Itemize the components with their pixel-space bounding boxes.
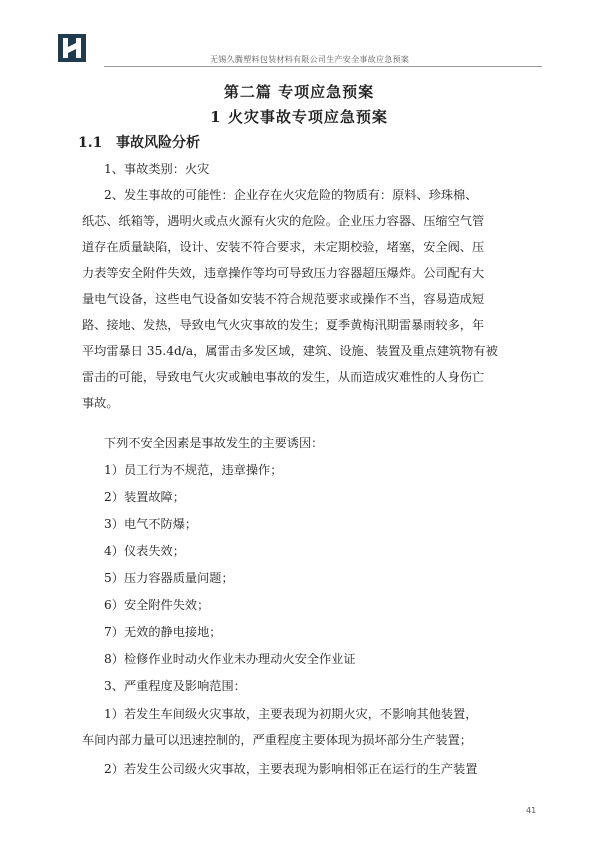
list-item: 5）压力容器质量问题； xyxy=(104,571,234,585)
text-line: 3、严重程度及影响范围： xyxy=(104,679,246,693)
list-item: 3）电气不防爆； xyxy=(104,517,198,531)
text-line: 平均雷暴日 35.4d/a，属雷击多发区域，建筑、设施、装置及重点建筑物有被 xyxy=(82,344,498,358)
company-logo xyxy=(58,34,86,62)
list-item: 2）装置故障； xyxy=(104,490,185,504)
section-number: 1.1 xyxy=(78,135,103,151)
list-item: 7）无效的静电接地； xyxy=(104,625,222,639)
header-rule xyxy=(104,66,542,67)
page-number: 41 xyxy=(526,806,537,815)
text-line: 力表等安全附件失效，违章操作等均可导致压力容器超压爆炸。公司配有大 xyxy=(82,266,485,280)
list-item: 6）安全附件失效； xyxy=(104,598,210,612)
text-line: 2、发生事故的可能性：企业存在火灾危险的物质有：原料、珍珠棉、 xyxy=(104,188,478,202)
text-line: 道存在质量缺陷，设计、安装不符合要求，未定期校验，堵塞，安全阀、压 xyxy=(82,240,485,254)
text-line: 车间内部力量可以迅速控制的，严重程度主要体现为损坏部分生产装置； xyxy=(82,733,472,747)
header-company-text: 无锡久腾塑料包装材料有限公司生产安全事故应急预案 xyxy=(210,55,410,64)
text-line: 纸芯、纸箱等，遇明火或点火源有火灾的危险。企业压力容器、压缩空气管 xyxy=(82,214,485,228)
text-line: 2）若发生公司级火灾事故，主要表现为影响相邻正在运行的生产装置 xyxy=(104,762,478,776)
part-title: 第二篇 专项应急预案 xyxy=(223,83,375,101)
list-item: 4）仪表失效； xyxy=(104,544,185,558)
list-item: 1）员工行为不规范，违章操作； xyxy=(104,463,283,477)
section-title: 事故风险分析 xyxy=(116,135,200,151)
text-line: 下列不安全因素是事故发生的主要诱因： xyxy=(104,436,324,450)
plan-title: 1 火灾事故专项应急预案 xyxy=(210,108,388,126)
text-line: 1）若发生车间级火灾事故，主要表现为初期火灾，不影响其他装置， xyxy=(104,707,478,721)
text-line: 路、接地、发热，导致电气火灾事故的发生；夏季黄梅汛期雷暴雨较多，年 xyxy=(82,318,485,332)
text-line: 1、事故类别：火灾 xyxy=(104,162,210,176)
section-heading xyxy=(78,132,200,152)
page-header xyxy=(58,30,542,64)
text-line: 雷击的可能，导致电气火灾或触电事故的发生，从而造成灾难性的人身伤亡 xyxy=(82,370,485,384)
list-item: 8）检修作业时动火作业未办理动火安全作业证 xyxy=(104,652,356,666)
text-line: 事故。 xyxy=(82,396,119,410)
text-line: 量电气设备，这些电气设备如安装不符合规范要求或操作不当，容易造成短 xyxy=(82,292,485,306)
